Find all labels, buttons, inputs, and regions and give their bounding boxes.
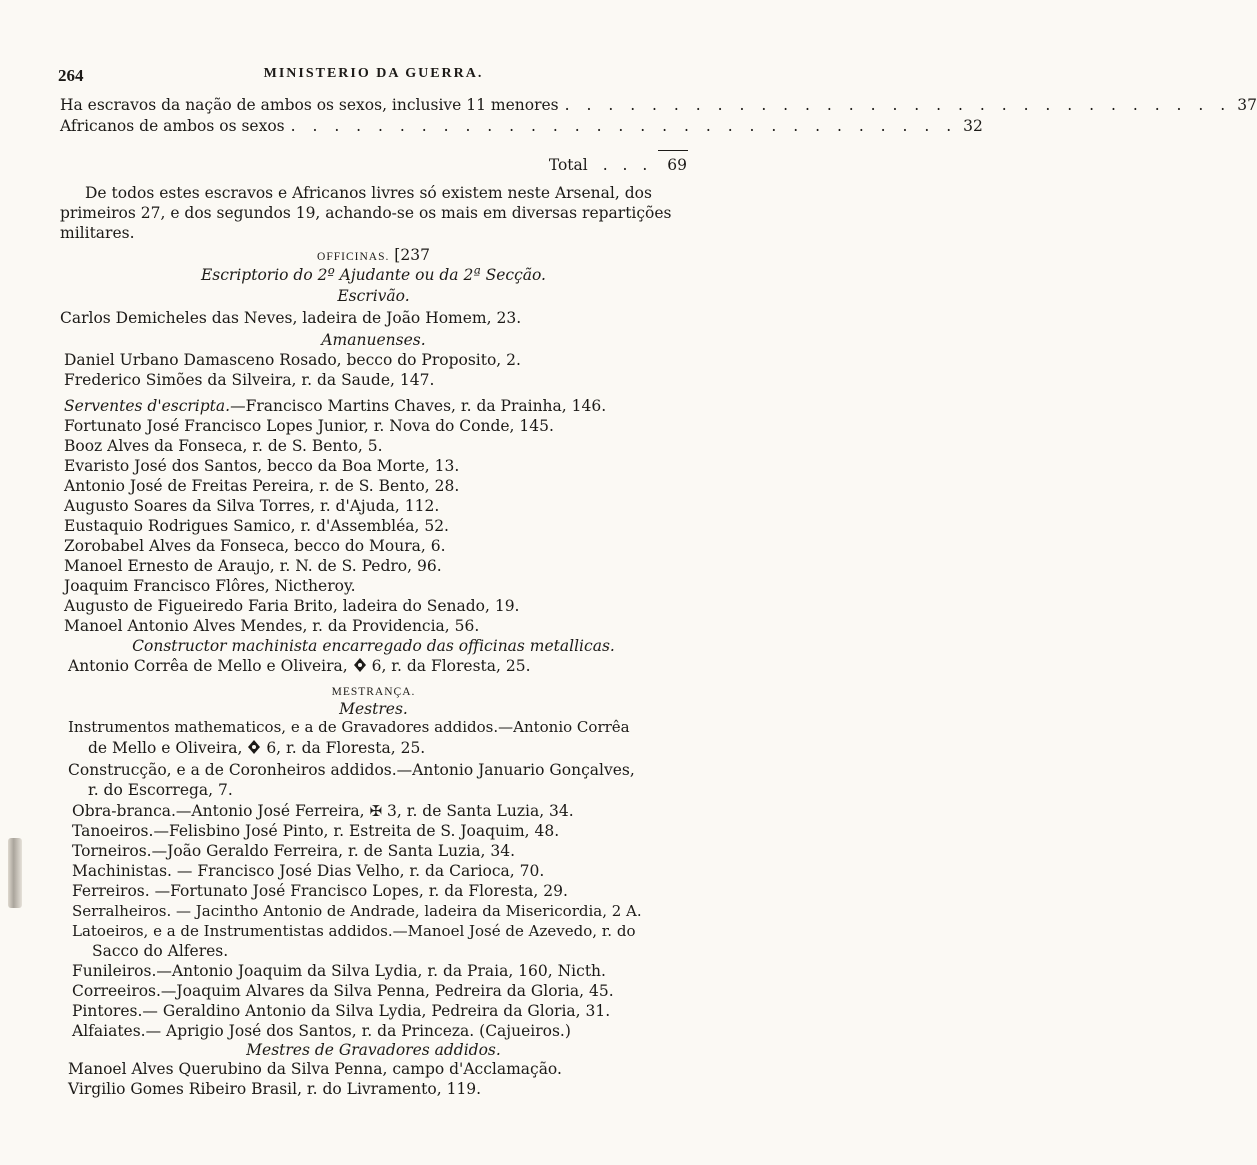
constructor-heading: Constructor machinista encarregado das officinas metallicas. [132,637,615,655]
serventes-first: —Francisco Martins Chaves, r. da Prainha, 146. [230,397,607,415]
list-item: Ferreiros. —Fortunato José Francisco Lopes, r. da Floresta, 29. [72,882,568,900]
tally-label: Africanos de ambos os sexos [60,117,285,135]
entry-text: 3, r. de Santa Luzia, 34. [387,802,574,820]
list-item: Tanoeiros.—Felisbino José Pinto, r. Estreita de S. Joaquim, 48. [72,822,560,840]
serventes-label: Serventes d'escripta. [64,397,231,415]
leader-dots: . . . . . . . . . . . . . . . . . . . . . . . . . . . . . . . [564,96,1232,114]
entry-text: 6, r. da Floresta, 25. [266,739,426,757]
list-item: Augusto Soares da Silva Torres, r. d'Ajuda, 112. [64,497,440,515]
tally-label: Ha escravos da nação de ambos os sexos, inclusive 11 menores [60,96,559,114]
tally-row [60,116,983,136]
total-row [520,155,687,175]
serventes-row [64,396,697,416]
mestres-heading: Mestres. [339,700,408,718]
list-item: Virgilio Gomes Ribeiro Brasil, r. do Livramento, 119. [68,1080,482,1098]
cross-icon: ✠ [369,802,383,820]
list-item: Alfaiates.— Aprigio José dos Santos, r. da Princeza. (Cajueiros.) [72,1022,571,1040]
escrivao-heading: Escrivão. [337,287,410,305]
list-item: Evaristo José dos Santos, becco da Boa Morte, 13. [64,457,460,475]
list-item: Frederico Simões da Silveira, r. da Saude, 147. [64,371,435,389]
constructor-row [68,656,697,676]
list-item: Funileiros.—Antonio Joaquim da Silva Lydia, r. da Praia, 160, Nicth. [72,962,606,980]
list-item: Latoeiros, e a de Instrumentistas addidos.—Manoel José de Azevedo, r. do [72,922,636,940]
paragraph-line: primeiros 27, e dos segundos 19, achando-se os mais em diversas repartições [60,204,672,222]
list-item: Machinistas. — Francisco José Dias Velho, r. da Carioca, 70. [72,862,545,880]
list-item: Antonio José de Freitas Pereira, r. de S. Bento, 28. [64,477,460,495]
leader-dots: . . . . . . . . . . . . . . . . . . . . . . . . . . . . . . . [290,117,958,135]
list-item: Serralheiros. — Jacintho Antonio de Andrade, ladeira da Misericordia, 2 A. [72,902,642,920]
tally-row [60,95,1257,115]
tally-value: 37 [1237,96,1257,114]
mestranca-heading: MESTRANÇA. [331,686,416,698]
tally-value: 32 [963,117,983,135]
list-item: Construcção, e a de Coronheiros addidos.—Antonio Januario Gonçalves, [68,761,635,779]
section-heading [0,245,747,267]
list-item: Augusto de Figueiredo Faria Brito, ladeira do Senado, 19. [64,597,520,615]
order-badge-icon [247,739,261,757]
list-item: Zorobabel Alves da Fonseca, becco do Moura, 6. [64,537,446,555]
escriptorio-heading: Escriptorio do 2º Ajudante ou da 2ª Secção. [200,266,546,284]
total-label: Total [548,156,588,174]
paragraph-line: militares. [60,224,135,242]
list-item: Manoel Alves Querubino da Silva Penna, campo d'Acclamação. [68,1060,562,1078]
page-title: MINISTERIO DA GUERRA. [263,66,484,81]
constructor-name: Antonio Corrêa de Mello e Oliveira, [68,657,348,675]
list-item: Carlos Demicheles das Neves, ladeira de João Homem, 23. [60,309,522,327]
list-item: Manoel Antonio Alves Mendes, r. da Providencia, 56. [64,617,480,635]
list-item [72,801,697,821]
list-item: Fortunato José Francisco Lopes Junior, r. Nova do Conde, 145. [64,417,554,435]
gravadores-heading: Mestres de Gravadores addidos. [246,1041,501,1059]
officinas-ref: [237 [394,246,430,264]
list-item: Pintores.— Geraldino Antonio da Silva Lydia, Pedreira da Gloria, 31. [72,1002,611,1020]
constructor-rest: 6, r. da Floresta, 25. [371,657,531,675]
entry-text: Obra-branca.—Antonio José Ferreira, [72,802,365,820]
bookmark-ribbon [8,838,22,908]
list-item: Instrumentos mathematicos, e a de Gravadores addidos.—Antonio Corrêa [68,718,630,736]
list-item: Correeiros.—Joaquim Alvares da Silva Penna, Pedreira da Gloria, 45. [72,982,614,1000]
list-item: Daniel Urbano Damasceno Rosado, becco do Proposito, 2. [64,351,521,369]
total-value: 69 [667,156,687,174]
paragraph-line: De todos estes escravos e Africanos livres só existem neste Arsenal, dos [85,184,652,202]
list-item: Eustaquio Rodrigues Samico, r. d'Assembléa, 52. [64,517,449,535]
sum-rule [658,150,688,151]
officinas-heading: OFFICINAS. [317,251,390,263]
list-item [88,738,697,758]
amanuenses-heading: Amanuenses. [321,331,426,349]
list-item: Torneiros.—João Geraldo Ferreira, r. de Santa Luzia, 34. [72,842,515,860]
list-item: Booz Alves da Fonseca, r. de S. Bento, 5. [64,437,383,455]
list-item: Sacco do Alferes. [92,942,229,960]
list-item: r. do Escorrega, 7. [88,781,233,799]
leader-dots: . . . [602,156,653,174]
page-number: 264 [58,66,84,85]
order-badge-icon [353,657,367,675]
list-item: Joaquim Francisco Flôres, Nictheroy. [64,577,356,595]
list-item: Manoel Ernesto de Araujo, r. N. de S. Pedro, 96. [64,557,442,575]
entry-text: de Mello e Oliveira, [88,739,243,757]
